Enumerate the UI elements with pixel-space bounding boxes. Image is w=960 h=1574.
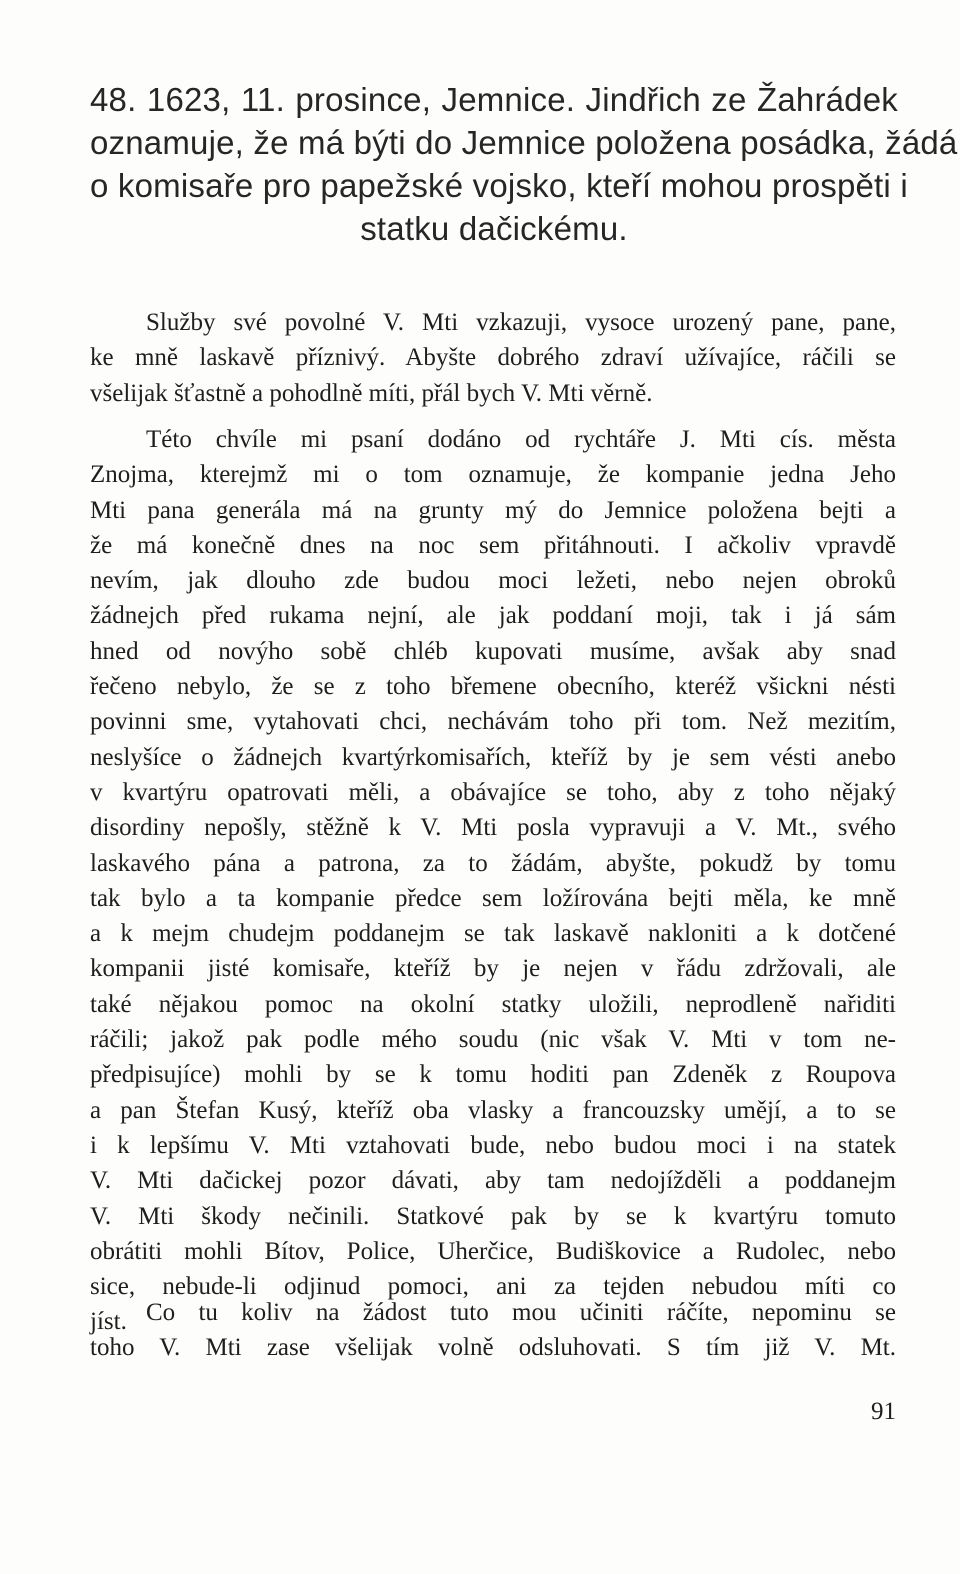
text-line: i k lepšímu V. Mti vztahovati bude, nebo budou moci i na statek xyxy=(90,1131,896,1159)
text-line: ke mně laskavě příznivý. Abyšte dobrého zdraví užívajíce, ráčili se xyxy=(90,344,896,372)
text-line: kompanii jisté komisaře, kteříž by je nejen v řádu zdržovali, ale xyxy=(90,955,896,983)
heading-line: statku dačickému. xyxy=(360,210,628,247)
text-line: laskavého pána a patrona, za to žádám, abyšte, pokudž by tomu xyxy=(90,849,896,877)
text-line: a pan Štefan Kusý, kteříž oba vlasky a francouzsky umějí, a to se xyxy=(90,1096,896,1124)
text-line: povinni sme, vytahovati chci, nechávám toho při tom. Než mezitím, xyxy=(90,708,896,736)
text-line: Znojma, kterejmž mi o tom oznamuje, že kompanie jedna Jeho xyxy=(90,461,896,489)
document-heading xyxy=(90,78,958,250)
text-line: a k mejm chudejm poddanejm se tak laskavě nakloniti a k dotčené xyxy=(90,920,896,948)
heading-line: 48. 1623, 11. prosince, Jemnice. Jindřich ze Žahrádek xyxy=(90,81,898,118)
text-line: disordiny nepošly, stěžně k V. Mti posla vypravuji a V. Mt., svého xyxy=(90,814,896,842)
text-line: toho V. Mti zase všelijak volně odsluhovati. S tím již V. Mt. xyxy=(90,1334,896,1362)
text-line: neslyšíce o žádnejch kvartýrkomisařích, kteříž by je sem vésti anebo xyxy=(90,743,896,771)
text-line: všelijak šťastně a pohodlně míti, přál bych V. Mti věrně. xyxy=(90,379,653,407)
main-paragraph xyxy=(90,422,896,1340)
text-line: žádnejch před rukama nejní, ale jak poddaní moji, tak i já sám xyxy=(90,602,896,630)
heading-line: oznamuje, že má býti do Jemnice položena posádka, žádá xyxy=(90,124,958,161)
text-line: V. Mti dačickej pozor dávati, aby tam nedojížděli a poddanejm xyxy=(90,1167,896,1195)
text-line: obrátiti mohli Bítov, Police, Uherčice, Budiškovice a Rudolec, nebo xyxy=(90,1237,896,1265)
text-line: v kvartýru opatrovati měli, a obávajíce se toho, aby z toho nějaký xyxy=(90,778,896,806)
text-line: také nějakou pomoc na okolní statky uložili, neprodleně nařiditi xyxy=(90,990,896,1018)
text-line: sice, nebude-li odjinud pomoci, ani za tejden nebudou míti co xyxy=(90,1273,896,1301)
text-line: předpisujíce) mohli by se k tomu hoditi pan Zdeněk z Roupova xyxy=(90,1061,896,1089)
text-line: řečeno nebylo, že se z toho břemene obecního, kteréž všickni nésti xyxy=(90,673,896,701)
text-line: tak bylo a ta kompanie předce sem ložírována bejti měla, ke mně xyxy=(90,884,896,912)
text-line: ráčili; jakož pak podle mého soudu (nic však V. Mti v tom ne- xyxy=(90,1026,896,1054)
text-line: že má konečně dnes na noc sem přitáhnouti. I ačkoliv vpravdě xyxy=(90,531,896,559)
closing-paragraph xyxy=(90,1295,896,1366)
text-line: nevím, jak dlouho zde budou moci ležeti, nebo nejen obroků xyxy=(90,567,896,595)
heading-line: o komisaře pro papežské vojsko, kteří mohou prospěti i xyxy=(90,167,908,204)
text-line: hned od novýho sobě chléb kupovati musíme, avšak aby snad xyxy=(90,637,896,665)
text-line: V. Mti škody nečinili. Statkové pak by se k kvartýru tomuto xyxy=(90,1202,896,1230)
text-line: Služby své povolné V. Mti vzkazuji, vysoce urozený pane, pane, xyxy=(146,309,896,336)
text-line: Mti pana generála má na grunty mý do Jemnice položena bejti a xyxy=(90,496,896,524)
greeting-paragraph xyxy=(90,305,896,411)
page-number: 91 xyxy=(871,1398,896,1425)
text-line: Co tu koliv na žádost tuto mou učiniti ráčíte, nepominu se xyxy=(146,1299,896,1326)
text-line: jíst. xyxy=(90,1308,127,1336)
text-line: Této chvíle mi psaní dodáno od rychtáře J. Mti cís. města xyxy=(146,426,896,453)
